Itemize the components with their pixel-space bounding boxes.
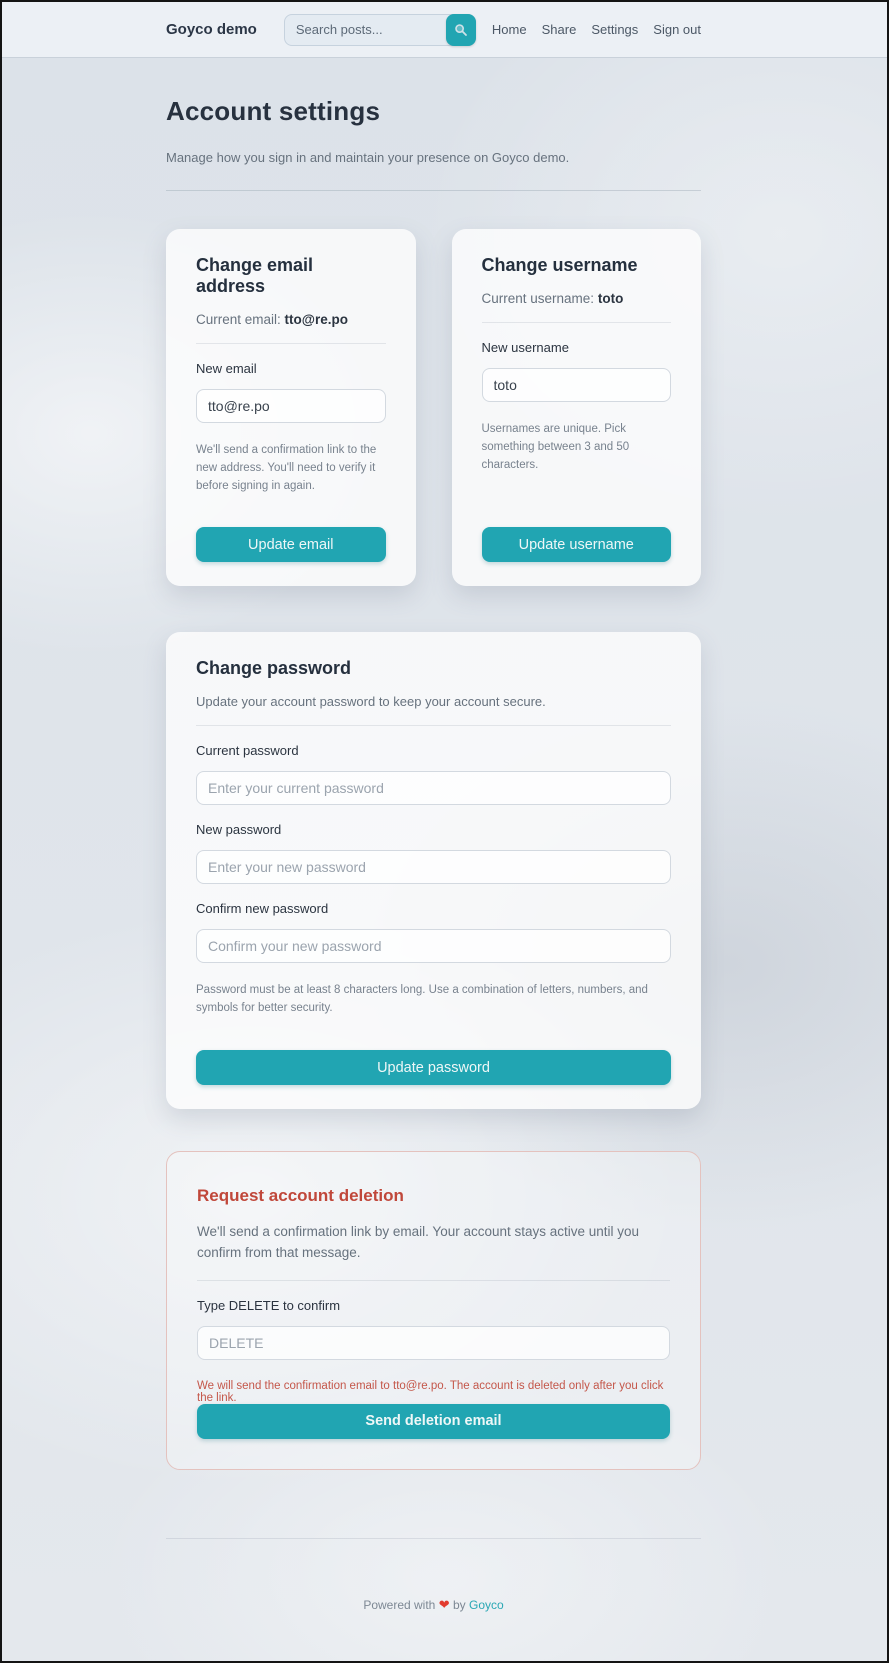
change-password-subtitle: Update your account password to keep your account secure.	[196, 694, 546, 710]
spacer	[482, 474, 672, 506]
password-help-text: Password must be at least 8 characters long. Use a combination of letters, numbers, and symbols for better security.	[196, 984, 648, 1015]
account-deletion-card	[166, 1151, 701, 1470]
spacer	[196, 1018, 671, 1050]
card-divider	[196, 343, 386, 344]
nav-link-home[interactable]: Home	[491, 22, 527, 37]
current-password-input[interactable]	[196, 771, 671, 805]
current-email-label: Current email:	[196, 312, 281, 327]
deletion-description: We'll send a confirmation link by email. Your account stays active until you confirm from that message.	[197, 1224, 640, 1260]
new-email-label: New email	[196, 361, 257, 376]
new-email-input[interactable]	[196, 389, 386, 423]
search-button[interactable]	[446, 14, 476, 46]
change-password-title: Change password	[196, 658, 352, 679]
card-divider	[197, 1280, 670, 1281]
change-email-title: Change email address	[196, 255, 314, 296]
heart-icon: ❤	[438, 1596, 450, 1612]
send-deletion-email-button[interactable]: Send deletion email	[197, 1404, 670, 1439]
nav-links	[492, 22, 701, 37]
update-email-button[interactable]: Update email	[196, 527, 386, 562]
search-form	[284, 14, 476, 46]
email-username-row	[166, 229, 701, 586]
nav-link-sign-out[interactable]: Sign out	[653, 22, 701, 37]
settings-page	[166, 58, 701, 1633]
page-subtitle: Manage how you sign in and maintain your presence on Goyco demo.	[166, 150, 570, 165]
current-email-line	[196, 312, 386, 327]
magnifier-icon	[454, 23, 468, 37]
new-password-input[interactable]	[196, 850, 671, 884]
current-email-value: tto@re.po	[284, 312, 348, 327]
change-password-card	[166, 632, 701, 1109]
new-username-label: New username	[481, 340, 569, 355]
nav-link-settings[interactable]: Settings	[591, 22, 639, 37]
delete-confirm-input[interactable]	[197, 1326, 670, 1360]
footer-powered-text: Powered with	[363, 1597, 436, 1612]
footer-brand-link[interactable]: Goyco	[468, 1597, 504, 1612]
current-password-label: Current password	[196, 743, 299, 759]
change-email-card	[166, 229, 416, 586]
card-divider	[482, 322, 672, 323]
top-navbar	[2, 2, 887, 58]
update-username-button[interactable]: Update username	[482, 527, 672, 562]
card-divider	[196, 725, 671, 726]
confirm-password-label: Confirm new password	[196, 901, 329, 917]
page-divider	[166, 190, 701, 191]
footer-by-text: by	[452, 1597, 466, 1612]
delete-confirm-label: Type DELETE to confirm	[197, 1297, 341, 1313]
update-password-button[interactable]: Update password	[196, 1050, 671, 1085]
deletion-title: Request account deletion	[197, 1186, 404, 1206]
spacer	[196, 495, 386, 527]
change-username-card	[452, 229, 702, 586]
username-help-text: Usernames are unique. Pick something between 3 and 50 characters.	[481, 423, 630, 471]
new-username-input[interactable]	[482, 368, 672, 402]
current-username-value: toto	[597, 291, 624, 306]
current-username-label: Current username:	[481, 291, 595, 306]
change-username-title: Change username	[481, 255, 638, 275]
nav-link-share[interactable]: Share	[541, 22, 577, 37]
current-username-line	[482, 291, 672, 306]
new-password-label: New password	[196, 822, 282, 838]
confirm-password-input[interactable]	[196, 929, 671, 963]
deletion-warning-text: We will send the confirmation email to tto@re.po. The account is deleted only after you click the link.	[197, 1379, 664, 1404]
brand-logo[interactable]: Goyco demo	[166, 21, 257, 38]
page-title: Account settings	[166, 96, 381, 126]
email-help-text: We'll send a confirmation link to the new address. You'll need to verify it before signing in again.	[196, 444, 377, 492]
page-footer	[166, 1538, 701, 1633]
